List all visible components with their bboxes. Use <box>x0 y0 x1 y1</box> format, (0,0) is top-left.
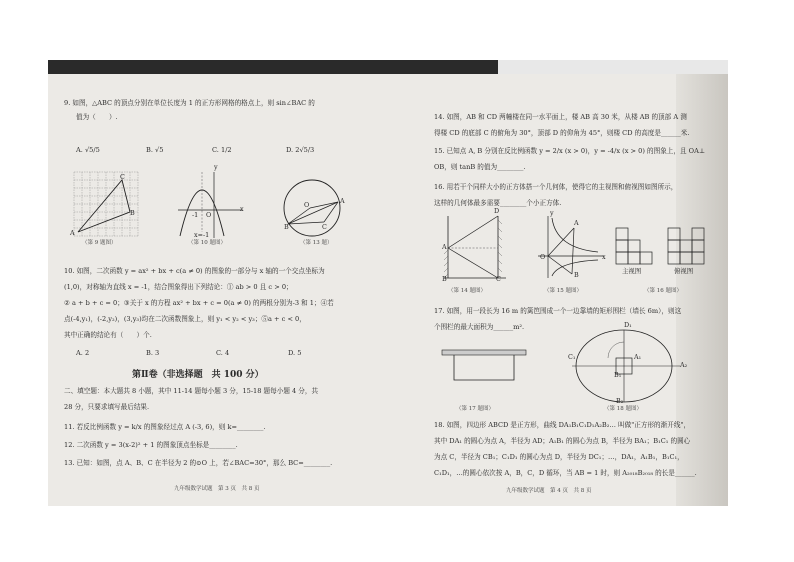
fig18-label-b2: B₂ <box>616 397 624 405</box>
q18-text-1: 18. 如图，四边形 ABCD 是正方形，曲线 DA₁B₁C₁D₁A₂B₂… 叫做"正方形的渐开线"， <box>434 421 691 429</box>
fig15-label-y: y <box>550 209 554 217</box>
q14-text-1: 14. 如图，AB 和 CD 两幢楼在同一水平面上，楼 AB 高 30 米，从楼 AB 的顶部 A 测 <box>434 113 687 121</box>
q18-text-2: 其中 DA₁ 的圆心为点 A，半径为 AD；A₁B₁ 的圆心为点 B，半径为 BA₁；B₁C₁ 的圆心 <box>434 437 691 445</box>
q10-option-a: A. 2 <box>76 349 90 357</box>
q10-option-d: D. 5 <box>288 349 302 357</box>
q10-text-4: 点(-4,y₁)，(-2,y₂)，(3,y₃)均在二次函数图象上，则 y₁ < y₂ < y₃；⑤a + c < 0， <box>64 315 306 323</box>
fig17-caption: （第 17 题图） <box>456 406 494 412</box>
q16-text-2: 这样的几何体最多需要________个小正方体. <box>434 199 562 207</box>
fig13-label-b: B <box>284 223 289 231</box>
section-title: 第Ⅱ卷（非选择题 共 100 分） <box>132 370 264 380</box>
fig10-label-y: y <box>214 163 218 171</box>
fig18-label-a1: A₁ <box>634 353 642 361</box>
fig17-fence <box>442 348 526 382</box>
fig14-caption: （第 14 题图） <box>448 288 486 294</box>
fig13-circle <box>280 178 344 238</box>
q9-text-2: 值为（ ）. <box>76 113 118 121</box>
fig15-label-x: x <box>602 253 606 261</box>
q9-text: 9. 如图，△ABC 的顶点分别在单位长度为 1 的正方形网格的格点上，则 sin∠BAC 的 <box>64 99 315 107</box>
fill-instructions-2: 28 分，只要求填写最后结果. <box>64 403 150 411</box>
fig13-label-o: O <box>304 201 310 209</box>
fig16-caption: （第 16 题图） <box>644 288 682 294</box>
q17-text-1: 17. 如图，用一段长为 16 m 的篱笆围成一个一边靠墙的矩形围栏（墙长 6m），则这 <box>434 307 682 315</box>
fig15-label-b: B <box>574 271 579 279</box>
fig10-label-axis: x=-1 <box>194 231 210 239</box>
q9-option-d: D. 2√5/3 <box>286 146 315 154</box>
fig18-label-d1: D₁ <box>624 321 632 329</box>
q10-option-b: B. 3 <box>146 349 160 357</box>
q10-text-5: 其中正确的结论有（ ）个. <box>64 331 152 339</box>
fig18-involute <box>568 328 688 404</box>
right-footer: 九年级数学试题 第 4 页 共 8 页 <box>506 488 592 494</box>
fig18-label-a2: A₂ <box>680 361 688 369</box>
q10-option-c: C. 4 <box>216 349 230 357</box>
q9-option-a: A. √5/5 <box>76 146 100 154</box>
left-footer: 九年级数学试题 第 3 页 共 8 页 <box>174 486 260 492</box>
photo-top-edge-light <box>498 60 728 74</box>
fig14-label-d: D <box>494 207 500 215</box>
q9-option-b: B. √5 <box>146 146 164 154</box>
fig15-label-a: A <box>574 219 579 227</box>
q18-text-4: C₁D₁，…的圆心依次按 A，B，C，D 循环，当 AB = 1 时，则 A₂₀₁₈B₂₀₁₈ 的长是______. <box>434 469 697 477</box>
fig16-top-view <box>668 228 704 264</box>
q9-option-c: C. 1/2 <box>212 146 232 154</box>
q16-text-1: 16. 用若干个同样大小的正方体搭一个几何体，使得它的主视图和俯视图如图所示， <box>434 183 678 191</box>
q18-text-3: 为点 C，半径为 CB₁；C₁D₁ 的圆心为点 D，半径为 DC₁；…，DA₁，A₁B₁，B₁C₁， <box>434 453 684 461</box>
q12-text: 12. 二次函数 y = 3(x-2)² + 1 的图象顶点坐标是________. <box>64 441 238 449</box>
fig15-caption: （第 15 题图） <box>544 288 582 294</box>
fig18-caption: （第 18 题图） <box>604 406 642 412</box>
fig10-parabola <box>178 172 242 238</box>
fig9-grid <box>74 172 138 236</box>
fig13-caption: （第 13 题） <box>300 240 333 246</box>
q17-text-2: 个围栏的最大面积为______m². <box>434 323 525 331</box>
fig9-label-c: C <box>120 173 125 181</box>
fig16-top-view-label: 俯视图 <box>674 267 694 275</box>
q15-text-1: 15. 已知点 A, B 分别在反比例函数 y = 2/x (x > 0)，y = -4/x (x > 0) 的图象上，且 OA⊥ <box>434 147 706 155</box>
fig10-label-minus1: -1 <box>192 211 199 219</box>
fig14-label-c: C <box>496 275 501 283</box>
fig13-label-c: C <box>322 223 327 231</box>
fig18-label-c1: C₁ <box>568 353 576 361</box>
fill-instructions-1: 二、填空题：本大题共 8 小题，其中 11-14 题每小题 3 分，15-18 题每小题 4 分，共 <box>64 387 319 395</box>
fig18-label-b1: B₁ <box>614 371 622 379</box>
fig9-label-a: A <box>70 229 75 237</box>
fig16-main-view <box>616 228 652 264</box>
q11-text: 11. 若反比例函数 y = k/x 的图象经过点 A (-3, 6)，则 k=________. <box>64 423 266 431</box>
fig13-label-a: A <box>340 197 345 205</box>
q10-text-2: (1,0)，对称轴为直线 x = -1，结合图象得出下列结论：① ab > 0 且 c > 0； <box>64 283 293 291</box>
fig9-caption: （第 9 题图） <box>82 240 117 246</box>
fig14-buildings <box>444 214 510 280</box>
fig10-label-o: O <box>206 211 212 219</box>
fig10-label-x: x <box>240 205 244 213</box>
fig15-label-o: O <box>540 253 546 261</box>
q10-text-1: 10. 如图，二次函数 y = ax² + bx + c(a ≠ 0) 的图象的一部分与 x 轴的一个交点坐标为 <box>64 267 325 275</box>
q15-text-2: OB，则 tanB 的值为________. <box>434 163 526 171</box>
fig15-hyperbolas <box>538 216 604 278</box>
q10-text-3: ② a + b + c = 0；③关于 x 的方程 ax² + bx + c = 0(a ≠ 0) 的两根分别为-3 和 1；④若 <box>64 299 334 307</box>
fig9-label-b: B <box>130 209 135 217</box>
fig14-label-a: A <box>442 243 447 251</box>
fig14-label-b: B <box>442 275 447 283</box>
q13-text: 13. 已知：如图，点 A、B、C 在半径为 2 的⊙O 上，若∠BAC=30°，那么 BC=________. <box>64 459 333 467</box>
fig16-main-view-label: 主视图 <box>622 267 642 275</box>
q14-text-2: 得楼 CD 的底部 C 的俯角为 30°，顶部 D 的仰角为 45°，则楼 CD 的高度是______米. <box>434 129 690 137</box>
fig10-caption: （第 10 题图） <box>188 240 226 246</box>
photo-top-edge <box>48 60 728 74</box>
